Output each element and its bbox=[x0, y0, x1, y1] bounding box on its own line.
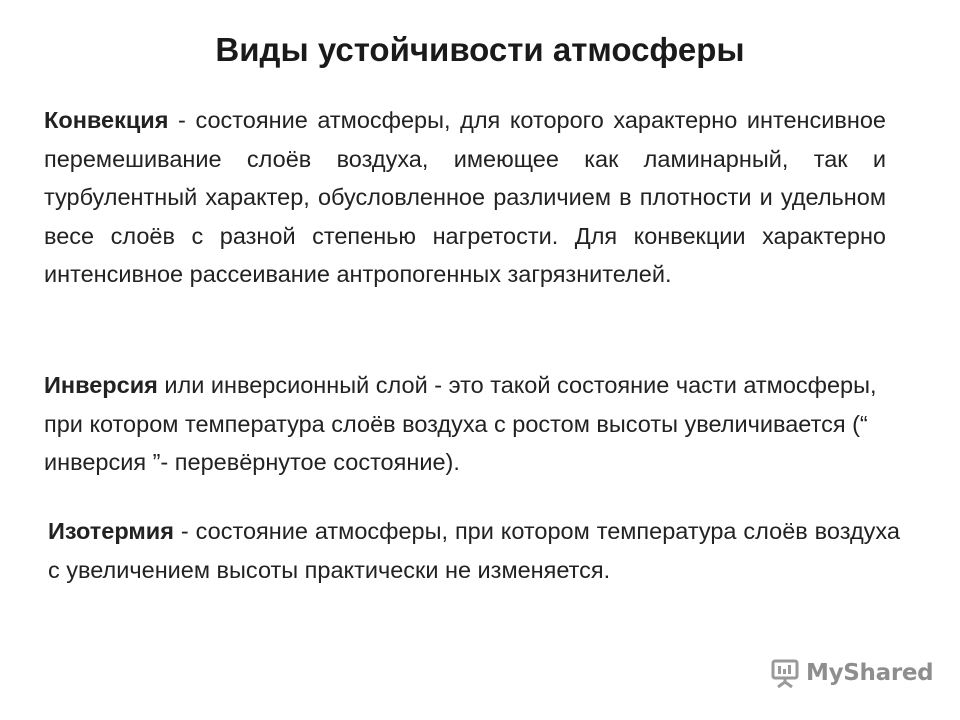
definition-convection: - состояние атмосферы, для которого характерно интенсивное перемешивание слоёв воздуха, имеющее как ламинарный, так и турбулентный характер, обусловленное различием в плотности и удельном весе слоёв с разной степенью нагретости. Для конвекции характерно интенсивное рассеивание антропогенных загрязнителей. bbox=[44, 107, 886, 287]
watermark-text: MyShared bbox=[806, 660, 934, 686]
presentation-board-icon bbox=[770, 657, 800, 689]
paragraph-inversion bbox=[44, 366, 906, 482]
definition-inversion: или инверсионный слой - это такой состояние части атмосферы, при котором температура слоёв воздуха с ростом высоты увеличивается (“ инверсия ”- перевёрнутое состояние). bbox=[44, 372, 877, 475]
slide-title: Виды устойчивости атмосферы bbox=[215, 31, 745, 68]
term-inversion: Инверсия bbox=[44, 372, 158, 398]
term-convection: Конвекция bbox=[44, 107, 169, 133]
myshared-watermark bbox=[770, 655, 933, 691]
term-isotherm: Изотермия bbox=[48, 518, 174, 544]
paragraph-convection bbox=[44, 101, 886, 294]
paragraph-isotherm bbox=[48, 512, 900, 589]
definition-isotherm: - состояние атмосферы, при котором температура слоёв воздуха с увеличением высоты практически не изменяется. bbox=[48, 518, 900, 583]
